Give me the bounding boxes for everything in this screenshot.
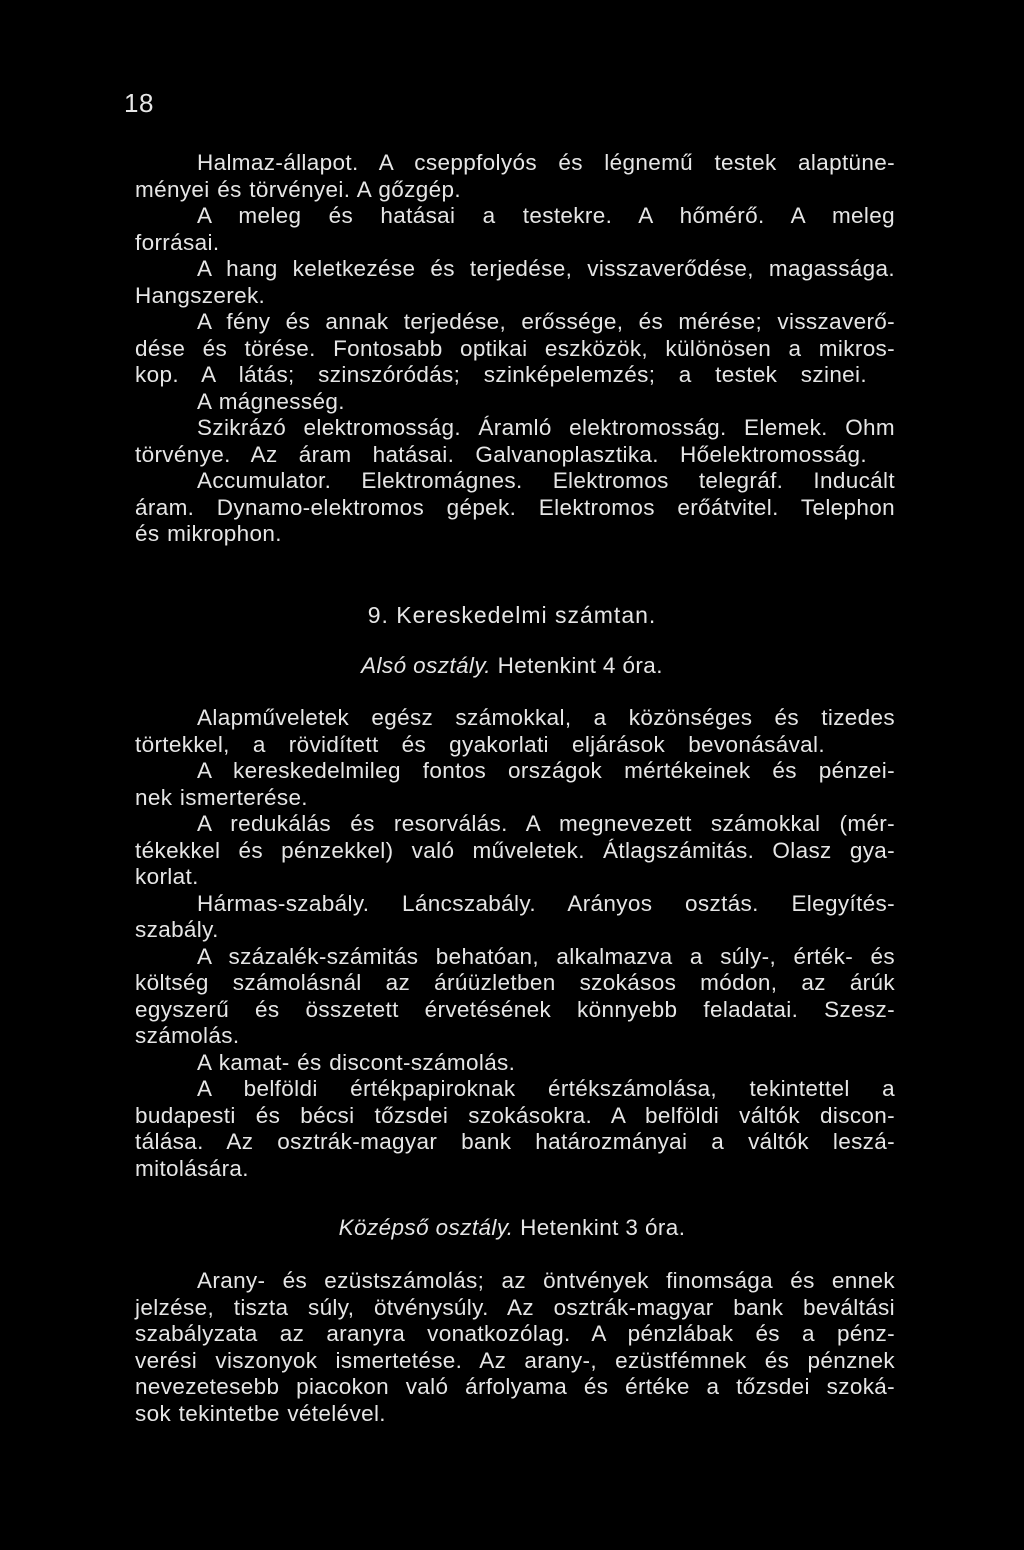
text-line: A hang keletkezése és terjedése, visszaverődése, magassága.: [197, 256, 895, 281]
page-number: 18: [124, 88, 154, 118]
text-line: törtekkel, a rövidített és gyakorlati eljárások bevonásával.: [135, 731, 825, 757]
text-line: A mágnesség.: [197, 388, 345, 414]
text-line: korlat.: [135, 864, 199, 889]
class-hours: Hetenkint 4 óra.: [497, 653, 663, 678]
class-title: Alsó osztály.: [361, 653, 491, 678]
section-heading: 9. Kereskedelmi számtan.: [367, 602, 657, 628]
text-line: áram. Dynamo-elektromos gépek. Elektromos erőátvitel. Telephon: [135, 494, 895, 520]
text-line: és mikrophon.: [135, 521, 282, 546]
text-line: mitolására.: [135, 1155, 249, 1181]
text-line: egyszerű és összetett érvetésének könnyebb feladatai. Szesz-: [135, 996, 895, 1022]
text-line: szabály.: [135, 917, 219, 942]
text-line: dése és törése. Fontosabb optikai eszközök, különösen a mikros-: [135, 335, 895, 361]
text-line: Szikrázó elektromosság. Áramló elektromosság. Elemek. Ohm: [197, 415, 895, 440]
text-line: Hangszerek.: [135, 282, 266, 308]
text-line: A kamat- és discont-számolás.: [197, 1049, 516, 1075]
text-line: tálása. Az osztrák-magyar bank határozmányai a váltók leszá-: [135, 1129, 895, 1154]
text-line: Hármas-szabály. Láncszabály. Arányos osztás. Elegyítés-: [197, 890, 895, 916]
text-line: Arany- és ezüstszámolás; az öntvények finomsága és ennek: [197, 1268, 895, 1293]
class-subheading: [0, 1215, 1024, 1241]
text-line: kop. A látás; szinszóródás; szinképelemzés; a testek szinei.: [135, 362, 867, 387]
text-line: forrásai.: [135, 229, 220, 255]
text-line: A fény és annak terjedése, erőssége, és mérése; visszaverő-: [197, 309, 895, 334]
text-line: tékekkel és pénzekkel) való műveletek. Átlagszámitás. Olasz gya-: [135, 837, 895, 863]
text-line: A redukálás és resorválás. A megnevezett számokkal (mér-: [197, 811, 895, 836]
text-line: Accumulator. Elektromágnes. Elektromos telegráf. Inducált: [197, 468, 895, 493]
text-line: ményei és törvényei. A gőzgép.: [135, 176, 461, 202]
text-line: A kereskedelmileg fontos országok mértékeinek és pénzei-: [197, 758, 895, 783]
text-line: A százalék-számitás behatóan, alkalmazva a súly-, érték- és: [197, 943, 895, 969]
text-line: nek ismerterése.: [135, 784, 308, 810]
class-title: Középső osztály.: [338, 1215, 514, 1240]
physics-section: [135, 150, 895, 548]
text-line: számolás.: [135, 1023, 240, 1048]
middle-class-section: [135, 1268, 895, 1427]
text-line: törvénye. Az áram hatásai. Galvanoplasztika. Hőelektromosság.: [135, 441, 867, 467]
text-line: budapesti és bécsi tőzsdei szokásokra. A belföldi váltók discon-: [135, 1102, 895, 1128]
text-line: szabályzata az aranyra vonatkozólag. A pénzlábak és a pénz-: [135, 1321, 895, 1346]
text-line: sok tekintetbe vételével.: [135, 1400, 386, 1426]
lower-class-section: [135, 705, 895, 1182]
class-subheading: [0, 653, 1024, 679]
text-line: jelzése, tiszta súly, ötvénysúly. Az osztrák-magyar bank beváltási: [135, 1294, 895, 1320]
text-line: költség számolásnál az árúüzletben szokásos módon, az árúk: [135, 970, 895, 995]
text-line: Halmaz-állapot. A cseppfolyós és légnemű testek alaptüne-: [197, 150, 895, 175]
text-line: verési viszonyok ismertetése. Az arany-, ezüstfémnek és pénznek: [135, 1347, 895, 1373]
text-line: Alapműveletek egész számokkal, a közönséges és tizedes: [197, 705, 895, 730]
text-line: nevezetesebb piacokon való árfolyama és értéke a tőzsdei szoká-: [135, 1374, 895, 1399]
text-line: A meleg és hatásai a testekre. A hőmérő. A meleg: [197, 203, 895, 228]
class-hours: Hetenkint 3 óra.: [520, 1215, 686, 1240]
text-line: A belföldi értékpapiroknak értékszámolása, tekintettel a: [197, 1076, 895, 1101]
